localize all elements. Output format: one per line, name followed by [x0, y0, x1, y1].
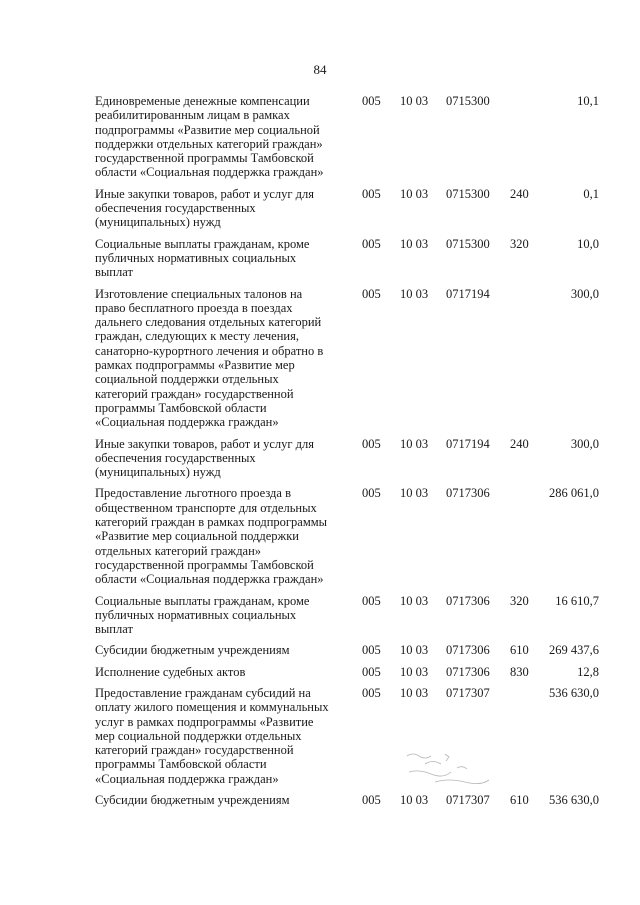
table-row: [95, 94, 605, 180]
expense-type-code: 830: [510, 664, 529, 679]
row-description: Субсидии бюджетным учреждениям: [95, 643, 290, 658]
amount: 10,0: [577, 236, 599, 251]
target-article-code: 0717306: [446, 486, 490, 501]
target-article-code: 0715300: [446, 236, 490, 251]
table-row: [95, 594, 605, 637]
table-row: [95, 437, 605, 480]
amount: 300,0: [570, 436, 599, 451]
target-article-code: 0717194: [446, 286, 490, 301]
expense-type-code: 240: [510, 186, 529, 201]
amount: 536 630,0: [549, 685, 599, 700]
row-description: Предоставление льготного проезда в общественном транспорте для отдельных категорий граждан в рамках подпрограммы «Развитие мер социальной поддержки отдельных категорий граждан» государственной программы Тамбовской области «Социальная поддержка граждан»: [95, 486, 328, 587]
section-code: 10 03: [400, 436, 429, 451]
section-code: 10 03: [400, 793, 429, 808]
ministry-code: 005: [362, 593, 381, 608]
table-row: [95, 686, 605, 786]
ministry-code: 005: [362, 236, 381, 251]
section-code: 10 03: [400, 664, 429, 679]
row-description: Единовременые денежные компенсации реабилитированным лицам в рамках подпрограммы «Развитие мер социальной поддержки отдельных категорий граждан» государственной программы Тамбовской области «Социальная поддержка граждан»: [95, 94, 324, 180]
target-article-code: 0717306: [446, 593, 490, 608]
amount: 12,8: [577, 664, 599, 679]
row-description: Субсидии бюджетным учреждениям: [95, 793, 290, 808]
amount: 269 437,6: [549, 643, 599, 658]
amount: 0,1: [583, 186, 599, 201]
row-description: Социальные выплаты гражданам, кроме публичных нормативных социальных выплат: [95, 236, 310, 280]
amount: 10,1: [577, 94, 599, 108]
section-code: 10 03: [400, 236, 429, 251]
ministry-code: 005: [362, 94, 381, 108]
expense-type-code: 240: [510, 436, 529, 451]
row-description: Иные закупки товаров, работ и услуг для обеспечения государственных (муниципальных) нужд: [95, 436, 315, 480]
row-description: Иные закупки товаров, работ и услуг для обеспечения государственных (муниципальных) нужд: [95, 186, 315, 230]
ministry-code: 005: [362, 486, 381, 501]
row-description: Изготовление специальных талонов на право бесплатного проезда в поездах дальнего следования отдельных категорий граждан, следующих к месту лечения, санаторно-курортного лечения и обратно в рамках подпрограммы «Развитие мер социальной поддержки отдельных категорий граждан» государственной программы Тамбовской области «Социальная поддержка граждан»: [95, 286, 324, 430]
amount: 16 610,7: [555, 593, 599, 608]
expense-type-code: 320: [510, 593, 529, 608]
ministry-code: 005: [362, 436, 381, 451]
ministry-code: 005: [362, 664, 381, 679]
faint-stamp-marks: [395, 742, 505, 797]
section-code: 10 03: [400, 643, 429, 658]
ministry-code: 005: [362, 685, 381, 700]
page-number: 84: [313, 62, 327, 77]
table-row: [95, 486, 605, 586]
ministry-code: 005: [362, 643, 381, 658]
target-article-code: 0717307: [446, 793, 490, 808]
section-code: 10 03: [400, 486, 429, 501]
table-row: [95, 237, 605, 280]
table-row: [95, 793, 605, 807]
ministry-code: 005: [362, 286, 381, 301]
target-article-code: 0715300: [446, 94, 490, 108]
table-row: [95, 287, 605, 430]
section-code: 10 03: [400, 286, 429, 301]
target-article-code: 0715300: [446, 186, 490, 201]
table-row: [95, 187, 605, 230]
section-code: 10 03: [400, 94, 429, 108]
expense-type-code: 320: [510, 236, 529, 251]
target-article-code: 0717306: [446, 643, 490, 658]
target-article-code: 0717194: [446, 436, 490, 451]
table-row: [95, 665, 605, 679]
ministry-code: 005: [362, 186, 381, 201]
table-row: [95, 643, 605, 657]
section-code: 10 03: [400, 685, 429, 700]
section-code: 10 03: [400, 593, 429, 608]
section-code: 10 03: [400, 186, 429, 201]
row-description: Предоставление гражданам субсидий на оплату жилого помещения и коммунальных услуг в рамках подпрограммы «Развитие мер социальной поддержки отдельных категорий граждан» государственной программы Тамбовской области «Социальная поддержка граждан»: [95, 685, 329, 786]
amount: 300,0: [570, 286, 599, 301]
budget-table: [95, 94, 605, 814]
target-article-code: 0717307: [446, 685, 490, 700]
target-article-code: 0717306: [446, 664, 490, 679]
expense-type-code: 610: [510, 643, 529, 658]
row-description: Социальные выплаты гражданам, кроме публичных нормативных социальных выплат: [95, 593, 310, 637]
amount: 286 061,0: [549, 486, 599, 501]
amount: 536 630,0: [549, 793, 599, 808]
expense-type-code: 610: [510, 793, 529, 808]
stamp-smudge-graphic: [395, 742, 505, 797]
row-description: Исполнение судебных актов: [95, 664, 246, 679]
ministry-code: 005: [362, 793, 381, 808]
